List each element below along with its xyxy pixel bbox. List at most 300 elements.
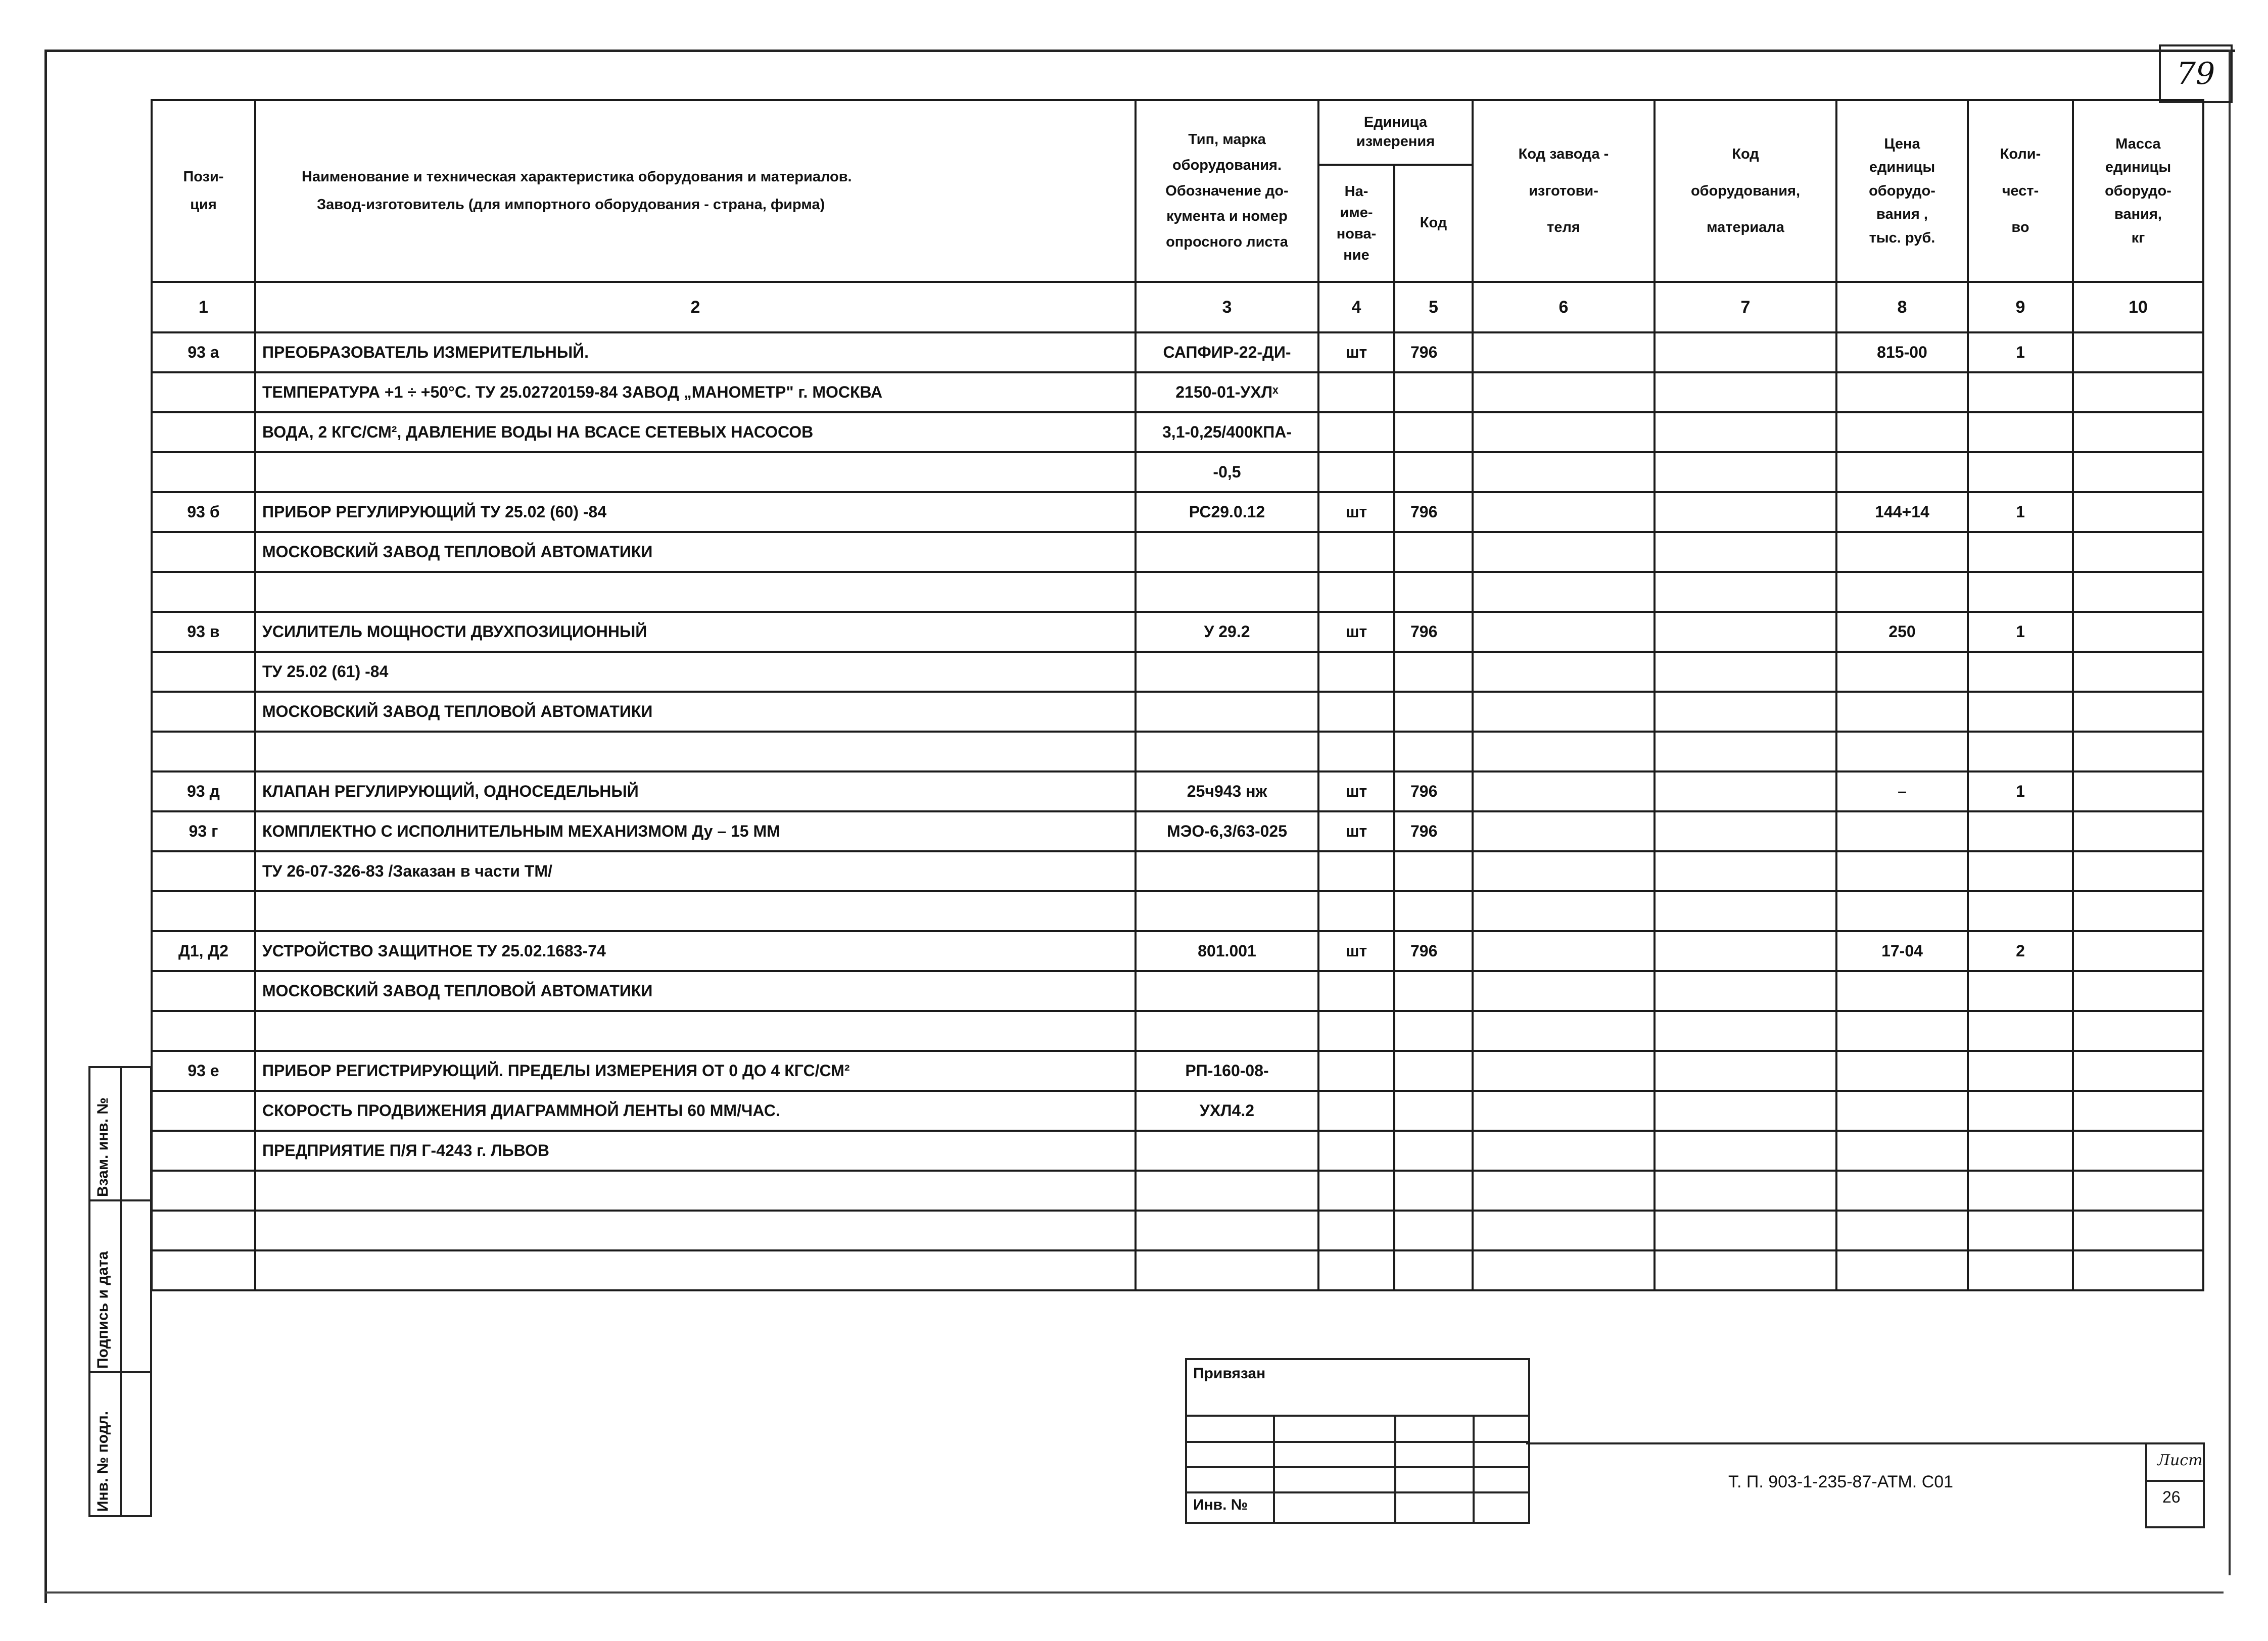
row-equipment-code: [1655, 572, 1836, 612]
table-row: [152, 1171, 2203, 1211]
row-quantity: [1968, 452, 2073, 492]
row-type: У 29.2: [1136, 612, 1318, 652]
row-price: 815-00: [1836, 332, 1968, 372]
row-unit-code: [1394, 372, 1473, 412]
row-name: ТЕМПЕРАТУРА +1 ÷ +50°С. ТУ 25.02720159-84 ЗАВОД „МАНОМЕТР" г. МОСКВА: [255, 372, 1136, 412]
row-position: [152, 971, 255, 1011]
row-position: [152, 891, 255, 931]
row-unit: [1318, 412, 1394, 452]
row-unit-code: [1394, 1211, 1473, 1250]
row-mass: [2073, 692, 2203, 732]
row-equipment-code: [1655, 891, 1836, 931]
row-name: КОМПЛЕКТНО С ИСПОЛНИТЕЛЬНЫМ МЕХАНИЗМОМ Ду – 15 ММ: [255, 811, 1136, 851]
table-row: [152, 1011, 2203, 1051]
table-row: [152, 452, 2203, 492]
row-mass: [2073, 971, 2203, 1011]
row-type: 2150-01-УХЛˣ: [1136, 372, 1318, 412]
row-equipment-code: [1655, 971, 1836, 1011]
row-unit: [1318, 851, 1394, 891]
row-mass: [2073, 1211, 2203, 1250]
column-number: 9: [1968, 282, 2073, 332]
row-manufacturer-code: [1473, 1250, 1655, 1290]
row-type: [1136, 692, 1318, 732]
row-quantity: [1968, 572, 2073, 612]
row-type: [1136, 1131, 1318, 1171]
row-price: [1836, 891, 1968, 931]
row-unit-code: [1394, 692, 1473, 732]
row-name: [255, 891, 1136, 931]
row-manufacturer-code: [1473, 652, 1655, 692]
table-row: [152, 1131, 2203, 1171]
header-manufacturer-code: Код завода - изготови- теля: [1473, 100, 1655, 282]
row-mass: [2073, 1051, 2203, 1091]
row-mass: [2073, 1171, 2203, 1211]
row-unit: [1318, 572, 1394, 612]
row-type: 801.001: [1136, 931, 1318, 971]
header-type: Тип, марка оборудования. Обозначение до- кумента и номер опросного листа: [1136, 100, 1318, 282]
table-row: [152, 811, 2203, 851]
table-row: [152, 492, 2203, 532]
row-mass: [2073, 931, 2203, 971]
row-name: УСТРОЙСТВО ЗАЩИТНОЕ ТУ 25.02.1683-74: [255, 931, 1136, 971]
row-equipment-code: [1655, 532, 1836, 572]
column-numbers-row: [152, 282, 2203, 332]
row-position: [152, 572, 255, 612]
row-name: [255, 572, 1136, 612]
table-row: [152, 1051, 2203, 1091]
row-name: ТУ 26-07-326-83 /Заказан в части ТМ/: [255, 851, 1136, 891]
row-quantity: [1968, 732, 2073, 771]
row-manufacturer-code: [1473, 1211, 1655, 1250]
row-price: [1836, 372, 1968, 412]
row-manufacturer-code: [1473, 931, 1655, 971]
row-manufacturer-code: [1473, 771, 1655, 811]
row-mass: [2073, 412, 2203, 452]
row-equipment-code: [1655, 1131, 1836, 1171]
row-unit: [1318, 1091, 1394, 1131]
row-unit-code: [1394, 732, 1473, 771]
row-manufacturer-code: [1473, 572, 1655, 612]
row-position: 93 е: [152, 1051, 255, 1091]
row-name: МОСКОВСКИЙ ЗАВОД ТЕПЛОВОЙ АВТОМАТИКИ: [255, 971, 1136, 1011]
column-number: 1: [152, 282, 255, 332]
table-body: [152, 332, 2203, 1290]
sheet-label: Лист: [2157, 1452, 2203, 1469]
row-name: МОСКОВСКИЙ ЗАВОД ТЕПЛОВОЙ АВТОМАТИКИ: [255, 692, 1136, 732]
row-equipment-code: [1655, 771, 1836, 811]
row-type: [1136, 652, 1318, 692]
row-equipment-code: [1655, 732, 1836, 771]
stamp-inv-number: Инв. №: [1193, 1497, 1248, 1513]
row-position: 93 в: [152, 612, 255, 652]
table-row: [152, 891, 2203, 931]
row-equipment-code: [1655, 372, 1836, 412]
row-unit: шт: [1318, 332, 1394, 372]
row-unit-code: [1394, 412, 1473, 452]
header-unit-name: На- име- нова- ние: [1318, 165, 1394, 282]
header-position: Пози- ция: [152, 100, 255, 282]
row-unit: [1318, 1171, 1394, 1211]
row-price: [1836, 1250, 1968, 1290]
row-quantity: 1: [1968, 771, 2073, 811]
row-position: [152, 1011, 255, 1051]
row-name: ПРИБОР РЕГИСТРИРУЮЩИЙ. ПРЕДЕЛЫ ИЗМЕРЕНИЯ ОТ 0 ДО 4 КГС/СМ²: [255, 1051, 1136, 1091]
row-type: [1136, 1250, 1318, 1290]
row-equipment-code: [1655, 452, 1836, 492]
row-position: [152, 412, 255, 452]
row-price: [1836, 1131, 1968, 1171]
row-unit-code: 796: [1394, 492, 1473, 532]
row-equipment-code: [1655, 1211, 1836, 1250]
column-number: 8: [1836, 282, 1968, 332]
row-unit: [1318, 1250, 1394, 1290]
row-unit: [1318, 692, 1394, 732]
table-row: [152, 572, 2203, 612]
header-unit-code: Код: [1394, 165, 1473, 282]
row-mass: [2073, 532, 2203, 572]
row-price: [1836, 1211, 1968, 1250]
row-unit: шт: [1318, 811, 1394, 851]
table-row: [152, 412, 2203, 452]
table-row: [152, 652, 2203, 692]
row-mass: [2073, 652, 2203, 692]
side-label-signature-date: Подпись и дата: [94, 1251, 111, 1369]
row-position: [152, 732, 255, 771]
stamp-title: Привязан: [1193, 1365, 1266, 1382]
row-name: ПРЕДПРИЯТИЕ П/Я Г-4243 г. ЛЬВОВ: [255, 1131, 1136, 1171]
row-manufacturer-code: [1473, 1091, 1655, 1131]
row-unit-code: [1394, 452, 1473, 492]
row-unit: шт: [1318, 931, 1394, 971]
row-quantity: [1968, 971, 2073, 1011]
row-type: -0,5: [1136, 452, 1318, 492]
row-quantity: 1: [1968, 612, 2073, 652]
row-position: [152, 692, 255, 732]
header-equipment-code: Код оборудования, материала: [1655, 100, 1836, 282]
frame-bottom-edge: [45, 1591, 2224, 1594]
row-unit: [1318, 1011, 1394, 1051]
row-mass: [2073, 332, 2203, 372]
row-manufacturer-code: [1473, 372, 1655, 412]
row-quantity: [1968, 692, 2073, 732]
row-mass: [2073, 851, 2203, 891]
specification-table: [151, 99, 2204, 1291]
row-unit-code: 796: [1394, 771, 1473, 811]
row-price: [1836, 1051, 1968, 1091]
table-row: [152, 372, 2203, 412]
row-name: ТУ 25.02 (61) -84: [255, 652, 1136, 692]
row-name: [255, 1211, 1136, 1250]
row-unit-code: [1394, 652, 1473, 692]
row-type: МЭО-6,3/63-025: [1136, 811, 1318, 851]
row-quantity: [1968, 891, 2073, 931]
table-row: [152, 771, 2203, 811]
row-manufacturer-code: [1473, 851, 1655, 891]
header-unit-group: Единица измерения: [1318, 100, 1473, 165]
column-number: 3: [1136, 282, 1318, 332]
binding-stamp: [1185, 1358, 1530, 1524]
column-number: 2: [255, 282, 1136, 332]
row-position: 93 г: [152, 811, 255, 851]
row-unit-code: [1394, 851, 1473, 891]
row-unit-code: 796: [1394, 811, 1473, 851]
row-manufacturer-code: [1473, 332, 1655, 372]
row-unit: [1318, 1051, 1394, 1091]
header-name: Наименование и техническая характеристика оборудования и материалов. Завод-изготовитель (для импортного оборудования - страна, фирма): [255, 100, 1136, 282]
row-quantity: [1968, 1250, 2073, 1290]
row-quantity: [1968, 1211, 2073, 1250]
row-unit-code: [1394, 1171, 1473, 1211]
row-unit: [1318, 891, 1394, 931]
row-unit: [1318, 971, 1394, 1011]
row-equipment-code: [1655, 1171, 1836, 1211]
row-unit-code: [1394, 1051, 1473, 1091]
row-manufacturer-code: [1473, 971, 1655, 1011]
table-row: [152, 931, 2203, 971]
row-quantity: [1968, 1131, 2073, 1171]
row-equipment-code: [1655, 1051, 1836, 1091]
row-equipment-code: [1655, 1011, 1836, 1051]
side-label-replaced-inv: Взам. инв. №: [94, 1097, 111, 1197]
row-name: КЛАПАН РЕГУЛИРУЮЩИЙ, ОДНОСЕДЕЛЬНЫЙ: [255, 771, 1136, 811]
row-position: 93 д: [152, 771, 255, 811]
row-equipment-code: [1655, 652, 1836, 692]
column-number: 6: [1473, 282, 1655, 332]
row-type: [1136, 891, 1318, 931]
row-name: ВОДА, 2 КГС/СМ², ДАВЛЕНИЕ ВОДЫ НА ВСАСЕ СЕТЕВЫХ НАСОСОВ: [255, 412, 1136, 452]
row-price: 250: [1836, 612, 1968, 652]
row-name: МОСКОВСКИЙ ЗАВОД ТЕПЛОВОЙ АВТОМАТИКИ: [255, 532, 1136, 572]
row-position: 93 а: [152, 332, 255, 372]
row-quantity: [1968, 811, 2073, 851]
row-name: [255, 1171, 1136, 1211]
row-quantity: [1968, 652, 2073, 692]
row-unit: [1318, 452, 1394, 492]
row-name: ПРИБОР РЕГУЛИРУЮЩИЙ ТУ 25.02 (60) -84: [255, 492, 1136, 532]
row-position: [152, 1250, 255, 1290]
row-name: [255, 732, 1136, 771]
table-row: [152, 732, 2203, 771]
row-type: 25ч943 нж: [1136, 771, 1318, 811]
row-mass: [2073, 811, 2203, 851]
row-name: ПРЕОБРАЗОВАТЕЛЬ ИЗМЕРИТЕЛЬНЫЙ.: [255, 332, 1136, 372]
row-name: СКОРОСТЬ ПРОДВИЖЕНИЯ ДИАГРАММНОЙ ЛЕНТЫ 60 ММ/ЧАС.: [255, 1091, 1136, 1131]
row-quantity: 1: [1968, 492, 2073, 532]
row-manufacturer-code: [1473, 1171, 1655, 1211]
row-mass: [2073, 612, 2203, 652]
row-manufacturer-code: [1473, 452, 1655, 492]
row-mass: [2073, 372, 2203, 412]
row-name: [255, 1250, 1136, 1290]
row-mass: [2073, 1091, 2203, 1131]
row-unit-code: 796: [1394, 931, 1473, 971]
row-type: [1136, 1211, 1318, 1250]
table-row: [152, 971, 2203, 1011]
row-price: [1836, 452, 1968, 492]
table-row: [152, 1250, 2203, 1290]
row-manufacturer-code: [1473, 492, 1655, 532]
column-number: 7: [1655, 282, 1836, 332]
row-mass: [2073, 732, 2203, 771]
row-mass: [2073, 1250, 2203, 1290]
column-number: 10: [2073, 282, 2203, 332]
row-quantity: [1968, 1171, 2073, 1211]
row-unit: шт: [1318, 492, 1394, 532]
row-quantity: [1968, 851, 2073, 891]
row-price: [1836, 652, 1968, 692]
row-type: САПФИР-22-ДИ-: [1136, 332, 1318, 372]
row-unit-code: 796: [1394, 612, 1473, 652]
row-manufacturer-code: [1473, 891, 1655, 931]
row-manufacturer-code: [1473, 612, 1655, 652]
row-position: [152, 851, 255, 891]
row-type: РП-160-08-: [1136, 1051, 1318, 1091]
row-position: [152, 1171, 255, 1211]
row-quantity: 2: [1968, 931, 2073, 971]
row-equipment-code: [1655, 332, 1836, 372]
row-equipment-code: [1655, 492, 1836, 532]
row-type: [1136, 971, 1318, 1011]
row-manufacturer-code: [1473, 1131, 1655, 1171]
row-equipment-code: [1655, 412, 1836, 452]
row-position: Д1, Д2: [152, 931, 255, 971]
row-price: [1836, 532, 1968, 572]
row-unit-code: 796: [1394, 332, 1473, 372]
table-row: [152, 332, 2203, 372]
frame-right-edge: [2229, 50, 2231, 1575]
row-unit: [1318, 372, 1394, 412]
row-mass: [2073, 492, 2203, 532]
row-position: [152, 452, 255, 492]
table-row: [152, 692, 2203, 732]
side-label-inv-number: Инв. № подл.: [94, 1411, 111, 1512]
row-unit-code: [1394, 971, 1473, 1011]
row-price: [1836, 1091, 1968, 1131]
row-manufacturer-code: [1473, 1051, 1655, 1091]
header-price: Цена единицы оборудо- вания , тыс. руб.: [1836, 100, 1968, 282]
row-type: РС29.0.12: [1136, 492, 1318, 532]
row-position: [152, 1091, 255, 1131]
row-unit-code: [1394, 532, 1473, 572]
row-name: [255, 1011, 1136, 1051]
row-price: [1836, 1171, 1968, 1211]
row-unit: [1318, 1131, 1394, 1171]
row-equipment-code: [1655, 692, 1836, 732]
row-price: 144+14: [1836, 492, 1968, 532]
table-row: [152, 612, 2203, 652]
row-mass: [2073, 771, 2203, 811]
row-price: [1836, 851, 1968, 891]
row-mass: [2073, 1011, 2203, 1051]
row-quantity: [1968, 372, 2073, 412]
row-price: [1836, 1011, 1968, 1051]
row-quantity: [1968, 532, 2073, 572]
row-type: [1136, 732, 1318, 771]
row-quantity: [1968, 1091, 2073, 1131]
row-equipment-code: [1655, 1250, 1836, 1290]
row-equipment-code: [1655, 612, 1836, 652]
row-type: [1136, 1171, 1318, 1211]
row-name: УСИЛИТЕЛЬ МОЩНОСТИ ДВУХПОЗИЦИОННЫЙ: [255, 612, 1136, 652]
row-mass: [2073, 891, 2203, 931]
row-mass: [2073, 1131, 2203, 1171]
row-position: [152, 372, 255, 412]
document-code: Т. П. 903-1-235-87-АТМ. С01: [1728, 1472, 1954, 1491]
row-mass: [2073, 452, 2203, 492]
row-unit: шт: [1318, 612, 1394, 652]
row-position: [152, 652, 255, 692]
header-quantity: Коли- чест- во: [1968, 100, 2073, 282]
row-type: УХЛ4.2: [1136, 1091, 1318, 1131]
side-stamp: [88, 1066, 152, 1517]
row-manufacturer-code: [1473, 1011, 1655, 1051]
row-unit: [1318, 732, 1394, 771]
row-equipment-code: [1655, 931, 1836, 971]
row-quantity: [1968, 412, 2073, 452]
row-price: [1836, 971, 1968, 1011]
row-type: [1136, 532, 1318, 572]
row-price: [1836, 811, 1968, 851]
row-position: [152, 532, 255, 572]
sheet-box: [2145, 1442, 2205, 1528]
row-price: [1836, 692, 1968, 732]
handwritten-sheet-number: 79: [2159, 44, 2233, 103]
row-type: [1136, 572, 1318, 612]
row-unit: [1318, 532, 1394, 572]
row-equipment-code: [1655, 811, 1836, 851]
table-row: [152, 1091, 2203, 1131]
row-manufacturer-code: [1473, 692, 1655, 732]
row-equipment-code: [1655, 1091, 1836, 1131]
row-unit-code: [1394, 1091, 1473, 1131]
row-price: –: [1836, 771, 1968, 811]
row-manufacturer-code: [1473, 811, 1655, 851]
column-number: 5: [1394, 282, 1473, 332]
row-price: [1836, 732, 1968, 771]
row-position: 93 б: [152, 492, 255, 532]
row-unit: [1318, 652, 1394, 692]
row-type: 3,1-0,25/400КПА-: [1136, 412, 1318, 452]
row-unit-code: [1394, 1011, 1473, 1051]
row-unit-code: [1394, 572, 1473, 612]
table-row: [152, 851, 2203, 891]
header-mass: Масса единицы оборудо- вания, кг: [2073, 100, 2203, 282]
row-type: [1136, 1011, 1318, 1051]
row-manufacturer-code: [1473, 532, 1655, 572]
sheet-number: 26: [2162, 1488, 2181, 1506]
row-unit-code: [1394, 891, 1473, 931]
row-quantity: [1968, 1051, 2073, 1091]
row-name: [255, 452, 1136, 492]
row-unit-code: [1394, 1131, 1473, 1171]
row-quantity: [1968, 1011, 2073, 1051]
column-number: 4: [1318, 282, 1394, 332]
row-mass: [2073, 572, 2203, 612]
row-quantity: 1: [1968, 332, 2073, 372]
row-unit-code: [1394, 1250, 1473, 1290]
table-row: [152, 1211, 2203, 1250]
row-position: [152, 1211, 255, 1250]
row-position: [152, 1131, 255, 1171]
table-row: [152, 532, 2203, 572]
row-price: [1836, 572, 1968, 612]
row-price: [1836, 412, 1968, 452]
document-code-box: [1526, 1442, 2145, 1520]
row-manufacturer-code: [1473, 412, 1655, 452]
row-type: [1136, 851, 1318, 891]
row-unit: шт: [1318, 771, 1394, 811]
row-manufacturer-code: [1473, 732, 1655, 771]
